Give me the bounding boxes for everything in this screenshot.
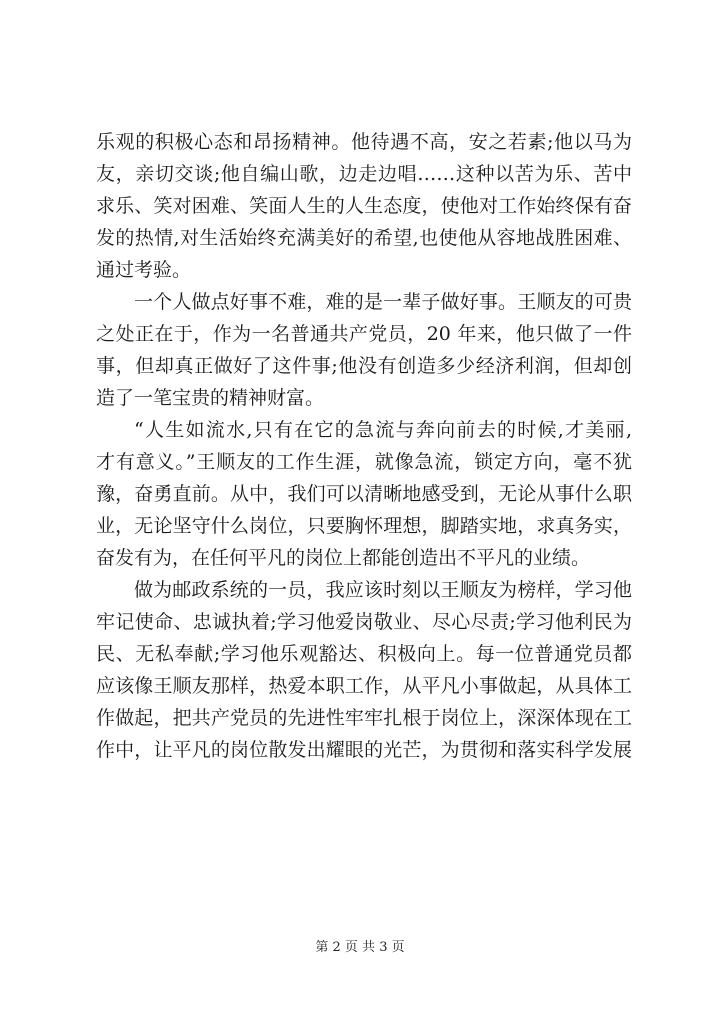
text-line: 友，亲切交谈;他自编山歌，边走边唱……这种以苦为乐、苦中	[96, 163, 632, 185]
text-line: 事，但却真正做好了这件事;他没有创造多少经济利润，但却创	[96, 355, 632, 377]
text-line: 牢记使命、忠诚执着;学习他爱岗敬业、尽心尽责;学习他利民为	[96, 611, 632, 633]
text-line: 豫，奋勇直前。从中，我们可以清晰地感受到，无论从事什么职	[96, 483, 632, 505]
text-line: “人生如流水,只有在它的急流与奔向前去的时候,才美丽,	[134, 419, 632, 441]
text-line: 发的热情,对生活始终充满美好的希望,也使他从容地战胜困难、	[96, 227, 632, 249]
text-line: 一个人做点好事不难，难的是一辈子做好事。王顺友的可贵	[134, 291, 632, 313]
text-line: 求乐、笑对困难、笑面人生的人生态度，使他对工作始终保有奋	[96, 195, 632, 217]
text-line: 应该像王顺友那样，热爱本职工作，从平凡小事做起，从具体工	[96, 675, 632, 697]
text-line: 才有意义。”王顺友的工作生涯，就像急流，锁定方向，毫不犹	[96, 451, 632, 473]
text-line: 奋发有为，在任何平凡的岗位上都能创造出不平凡的业绩。	[96, 547, 591, 569]
text-line: 做为邮政系统的一员，我应该时刻以王顺友为榜样，学习他	[134, 579, 632, 601]
text-line: 造了一笔宝贵的精神财富。	[96, 387, 325, 409]
paragraph-4	[96, 574, 632, 766]
text-line: 业，无论坚守什么岗位，只要胸怀理想，脚踏实地，求真务实，	[96, 515, 632, 537]
paragraph-2	[96, 286, 632, 414]
body-text	[96, 126, 632, 766]
text-line: 通过考验。	[96, 259, 192, 281]
page-number: 第 2 页 共 3 页	[315, 940, 405, 955]
text-line: 之处正在于，作为一名普通共产党员，20 年来，他只做了一件	[96, 323, 632, 345]
text-line: 乐观的积极心态和昂扬精神。他待遇不高，安之若素;他以马为	[96, 131, 632, 153]
text-line: 作中，让平凡的岗位散发出耀眼的光芒，为贯彻和落实科学发展	[96, 739, 632, 761]
paragraph-1	[96, 126, 632, 286]
text-line: 作做起，把共产党员的先进性牢牢扎根于岗位上，深深体现在工	[96, 707, 632, 729]
page-footer	[0, 936, 720, 955]
text-line: 民、无私奉献;学习他乐观豁达、积极向上。每一位普通党员都	[96, 643, 632, 665]
paragraph-3	[96, 414, 632, 574]
